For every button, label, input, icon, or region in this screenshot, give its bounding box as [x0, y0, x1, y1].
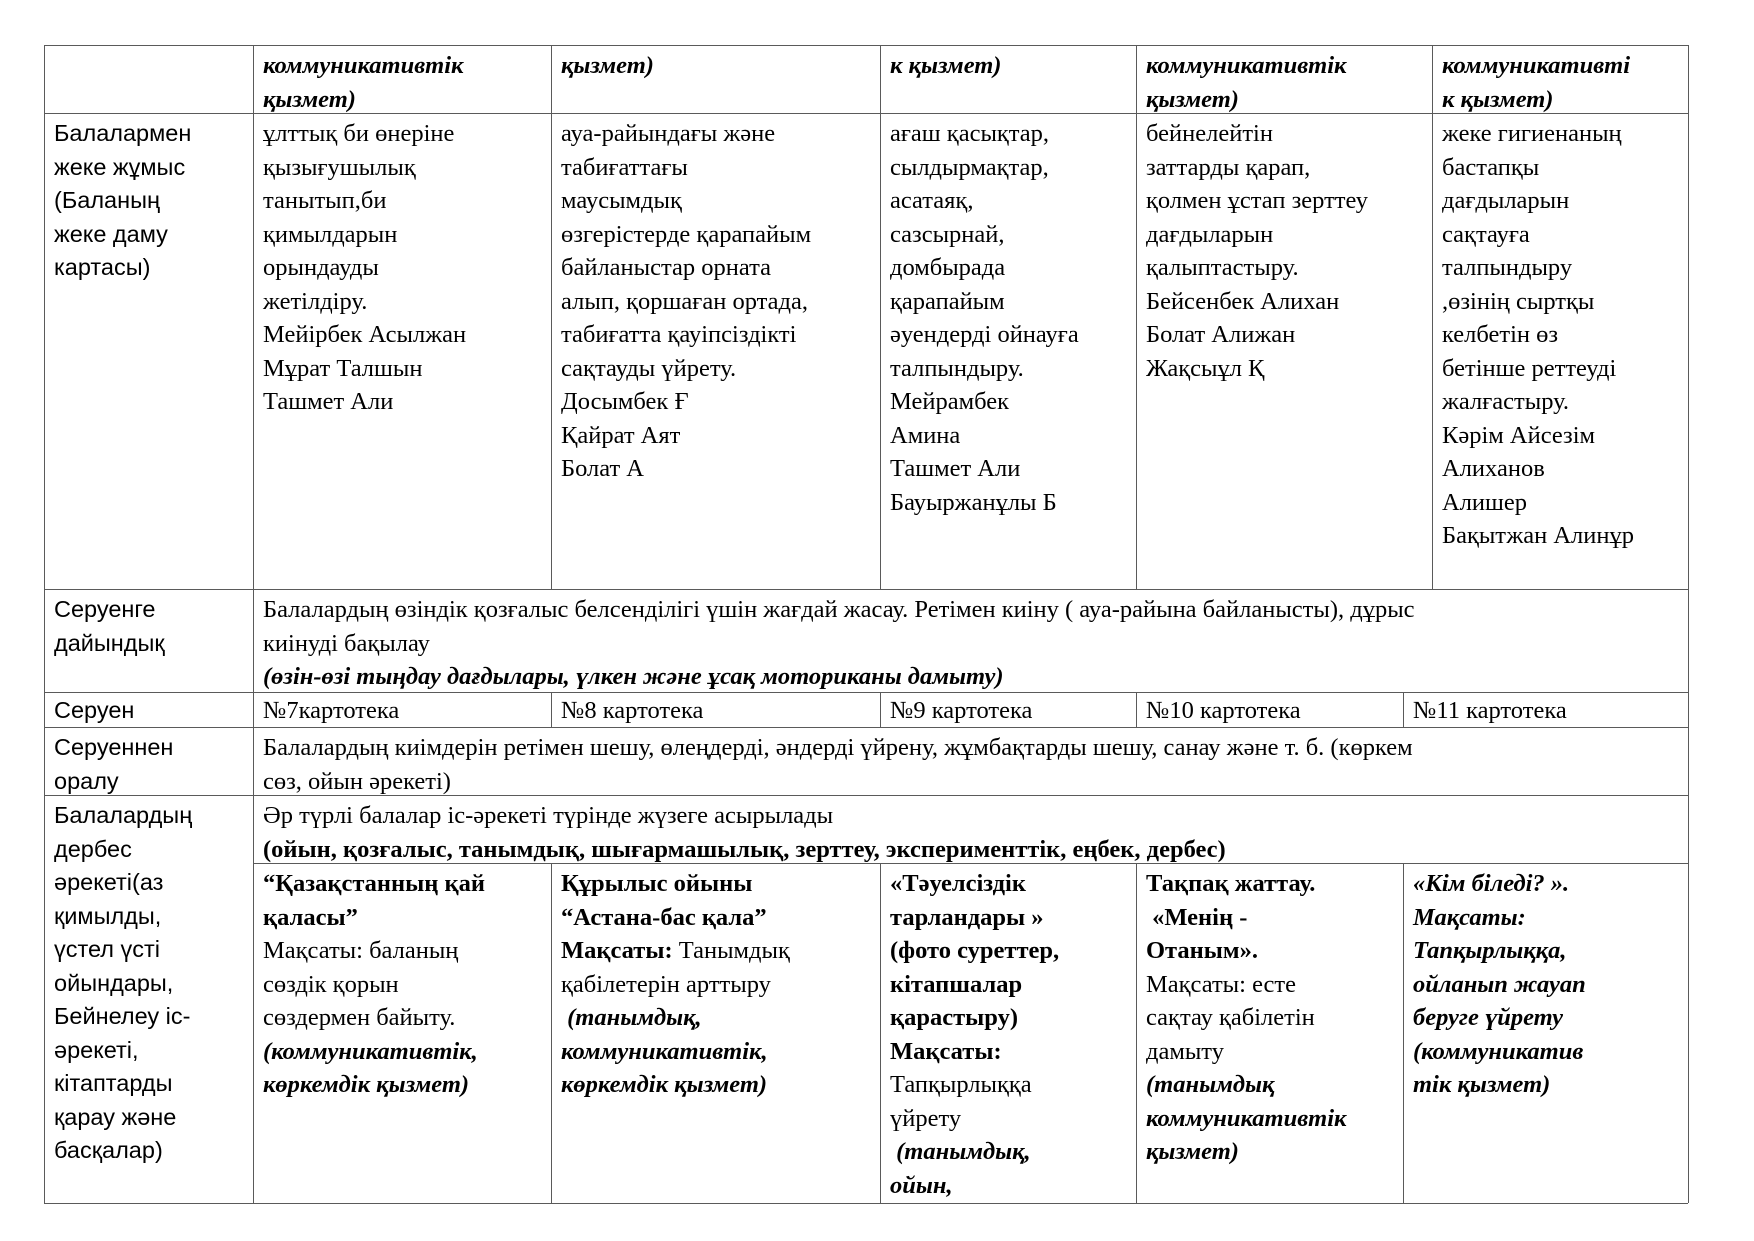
text-line: талпындыру — [1442, 254, 1573, 281]
text-line: Мақсаты: есте — [1146, 970, 1297, 998]
text-line: басқалар) — [54, 1137, 163, 1163]
return-cell — [253, 727, 1688, 798]
text-line: қалыптастыру. — [1146, 254, 1299, 281]
text-line: маусымдық — [561, 187, 682, 214]
row-label-independent — [44, 795, 253, 1168]
text-line: ойын, — [890, 1171, 953, 1199]
text-line: (Баланың — [54, 187, 160, 213]
text-line: сөз, ойын әрекеті) — [263, 767, 451, 795]
text-line: (фото суреттер, — [890, 937, 1060, 964]
text-line: Серуен — [54, 697, 135, 723]
text-line: Тапқырлыққа, — [1413, 937, 1567, 964]
text-line: коммуникативтік — [263, 52, 464, 79]
text-line: ойланып жауап — [1413, 970, 1586, 998]
text-line: қимылдарын — [263, 220, 398, 248]
header-cell — [1432, 45, 1688, 116]
text-line: қызығушылық — [263, 153, 416, 181]
text-line: “Қазақстанның қай — [263, 870, 486, 897]
text-line: коммуникативті — [1442, 52, 1631, 79]
text-line: табиғатта қауіпсіздікті — [561, 321, 797, 348]
walk-card-cell — [1403, 692, 1688, 728]
text-line: қолмен ұстап зерттеу — [1146, 187, 1368, 214]
individual-work-cell — [880, 113, 1136, 519]
row-label-walk — [44, 692, 253, 728]
text-line: дағдыларын — [1442, 187, 1570, 214]
text-line: «Кім біледі? ». — [1413, 870, 1570, 897]
text-line: (танымдық, — [890, 1138, 1031, 1165]
text-line: Құрылыс ойыны — [561, 870, 753, 897]
text-line: №11 картотека — [1413, 697, 1567, 724]
text-line: Ташмет Али — [263, 388, 394, 415]
text-line: қызмет) — [263, 85, 356, 113]
text-line: к қызмет) — [1442, 85, 1554, 113]
text-line: тік қызмет) — [1413, 1071, 1551, 1098]
text-line: ұлттық би өнеріне — [263, 120, 455, 147]
text-line: дайындық — [54, 629, 165, 656]
text-line: кітаптарды — [54, 1070, 173, 1096]
text-line: “Астана-бас қала” — [561, 903, 767, 931]
text-line: орындауды — [263, 254, 379, 281]
text-line: сақтау қабілетін — [1146, 1004, 1315, 1031]
activity-cell — [1403, 863, 1688, 1102]
text-line: Досымбек Ғ — [561, 388, 689, 415]
text-line: Болат Алижан — [1146, 321, 1296, 348]
activity-cell — [880, 863, 1136, 1202]
text-line: үйрету — [890, 1104, 962, 1132]
text-line: (коммуникатив — [1413, 1037, 1584, 1065]
text-line: талпындыру. — [890, 354, 1024, 382]
text-line: қызмет) — [1146, 85, 1239, 113]
text-line: тарландары » — [890, 903, 1044, 931]
row-border — [44, 1203, 1688, 1204]
text-line: Кәрім Айсезім — [1442, 421, 1596, 449]
text-line: қызмет) — [561, 52, 654, 79]
header-cell — [253, 45, 551, 116]
goal-label: Мақсаты: — [561, 937, 673, 964]
text-line: Әр түрлі балалар іс-әрекеті түрінде жүзеге асырылады — [263, 802, 834, 829]
text-line: Ташмет Али — [890, 455, 1021, 482]
text-line: Қайрат Аят — [561, 421, 681, 449]
text-line: алып, қоршаған ортада, — [561, 287, 808, 315]
individual-work-cell — [551, 113, 880, 486]
text-line: бетінше реттеуді — [1442, 354, 1617, 382]
text-line: Мақсаты: баланың — [263, 937, 459, 964]
text-line: асатаяқ, — [890, 187, 974, 214]
text-line: коммуникативтік, — [561, 1037, 768, 1065]
row-label-return — [44, 727, 253, 798]
text-line: заттарды қарап, — [1146, 153, 1311, 181]
text-line: «Тәуелсіздік — [890, 870, 1026, 897]
text-line: киінуді бақылау — [263, 629, 430, 657]
text-line: әрекеті(аз — [54, 869, 164, 895]
text-line: Бейсенбек Алихан — [1146, 287, 1340, 315]
text-line: қарастыру) — [890, 1004, 1018, 1031]
text-line: ағаш қасықтар, — [890, 120, 1050, 147]
text-line: әуендерді ойнауға — [890, 321, 1079, 348]
col-border — [1688, 45, 1689, 1203]
individual-work-cell — [1136, 113, 1432, 385]
text-line: қызмет) — [1146, 1138, 1239, 1165]
header-cell — [880, 45, 1136, 83]
goal-text: Танымдық — [672, 937, 790, 964]
text-line: (өзін-өзі тыңдау дағдылары, үлкен және ұсақ моториканы дамыту) — [263, 663, 1004, 690]
text-line: Мейрамбек — [890, 388, 1009, 415]
text-line: Тақпақ жаттау. — [1146, 870, 1316, 897]
walk-card-cell — [880, 692, 1136, 728]
text-line: Алиханов — [1442, 455, 1545, 482]
header-cell — [1136, 45, 1432, 116]
text-line — [561, 934, 872, 968]
text-line: сөздік қорын — [263, 970, 399, 998]
text-line: Бауыржанұлы Б — [890, 488, 1057, 516]
text-line: сақтауға — [1442, 220, 1530, 248]
text-line: бейнелейтін — [1146, 120, 1273, 147]
text-line: Балалардың — [54, 802, 193, 828]
text-line: жеке гигиенаның — [1442, 120, 1622, 147]
text-line: Бейнелеу іс- — [54, 1003, 191, 1029]
walk-card-cell — [551, 692, 880, 728]
text-line: дағдыларын — [1146, 220, 1274, 248]
activity-cell — [1136, 863, 1403, 1169]
text-line: Отаным». — [1146, 937, 1258, 964]
text-line: к қызмет) — [890, 52, 1002, 79]
text-line: ауа-райындағы және — [561, 120, 776, 147]
text-line: коммуникативтік — [1146, 52, 1347, 79]
text-line: қимылды, — [54, 902, 162, 929]
text-line: домбырада — [890, 254, 1006, 281]
text-line: дербес — [54, 835, 132, 862]
text-line: (коммуникативтік, — [263, 1037, 478, 1065]
activity-cell — [253, 863, 551, 1102]
text-line: «Менің - — [1146, 903, 1248, 931]
text-line: №10 картотека — [1146, 697, 1301, 724]
independent-intro-cell — [253, 795, 1688, 866]
text-line: әрекеті, — [54, 1036, 139, 1063]
text-line: сазсырнай, — [890, 220, 1005, 248]
text-line: дамыту — [1146, 1037, 1224, 1065]
text-line: Амина — [890, 421, 961, 449]
text-line: Мұрат Талшын — [263, 354, 423, 382]
text-line: Серуеннен — [54, 734, 174, 760]
text-line: жалғастыру. — [1442, 388, 1570, 415]
activity-cell — [551, 863, 880, 1102]
text-line: коммуникативтік — [1146, 1104, 1347, 1132]
text-line: сөздермен байыту. — [263, 1004, 456, 1031]
text-line: Жақсыұл Қ — [1146, 354, 1265, 382]
text-line: №9 картотека — [890, 697, 1033, 724]
text-line: Тапқырлыққа — [890, 1071, 1032, 1098]
individual-work-cell — [1432, 113, 1688, 553]
text-line: қарапайым — [890, 287, 1005, 315]
text-line: (танымдық — [1146, 1071, 1275, 1098]
text-line: Бақытжан Алинұр — [1442, 522, 1634, 549]
text-line: байланыстар орната — [561, 254, 771, 281]
text-line: (ойын, қозғалыс, танымдық, шығармашылық, зерттеу, эксперименттік, еңбек, дербес) — [263, 835, 1226, 863]
text-line: ойындары, — [54, 969, 174, 996]
text-line: қарау және — [54, 1103, 177, 1130]
text-line: №7картотека — [263, 697, 400, 724]
text-line: №8 картотека — [561, 697, 704, 724]
text-line: көркемдік қызмет) — [263, 1071, 470, 1098]
text-line: сылдырмақтар, — [890, 153, 1049, 181]
header-cell — [551, 45, 880, 83]
text-line: картасы) — [54, 254, 151, 280]
text-line: Балалардың өзіндік қозғалыс белсенділігі үшін жағдай жасау. Ретімен киіну ( ауа-райына байланысты), дұрыс — [263, 596, 1415, 623]
text-line: Серуенге — [54, 596, 156, 622]
text-line: көркемдік қызмет) — [561, 1071, 768, 1098]
text-line: беруге үйрету — [1413, 1004, 1563, 1031]
text-line: кітапшалар — [890, 970, 1023, 998]
text-line: жетілдіру. — [263, 287, 368, 315]
text-line: келбетін өз — [1442, 321, 1559, 348]
text-line: үстел үсті — [54, 936, 161, 962]
text-line: Балалардың киімдерін ретімен шешу, өлеңдерді, әндерді үйрену, жұмбақтарды шешу, санау және т. б. (көркем — [263, 734, 1413, 761]
row-label-individual-work — [44, 113, 253, 285]
text-line: табиғаттағы — [561, 153, 688, 181]
walk-card-cell — [253, 692, 551, 728]
text-line: (танымдық, — [561, 1004, 702, 1031]
text-line: Алишер — [1442, 488, 1528, 516]
text-line: Мақсаты: — [1413, 903, 1526, 931]
text-line: жеке даму — [54, 220, 168, 247]
walk-prep-cell — [253, 589, 1688, 694]
text-line: бастапқы — [1442, 153, 1540, 181]
text-line: Мақсаты: — [890, 1037, 1002, 1065]
text-line: Болат А — [561, 455, 644, 482]
text-line: жеке жұмыс — [54, 153, 186, 180]
text-line: Балалармен — [54, 120, 192, 146]
text-line: танытып,би — [263, 187, 387, 214]
text-line: қаласы” — [263, 903, 358, 931]
individual-work-cell — [253, 113, 551, 419]
walk-card-cell — [1136, 692, 1403, 728]
text-line: сақтауды үйрету. — [561, 354, 737, 382]
row-label-walk-prep — [44, 589, 253, 660]
text-line: ,өзінің сыртқы — [1442, 287, 1595, 315]
text-line: қабілетерін арттыру — [561, 970, 771, 998]
text-line: оралу — [54, 767, 119, 794]
text-line: Мейірбек Асылжан — [263, 321, 467, 348]
text-line: өзгерістерде қарапайым — [561, 220, 812, 248]
